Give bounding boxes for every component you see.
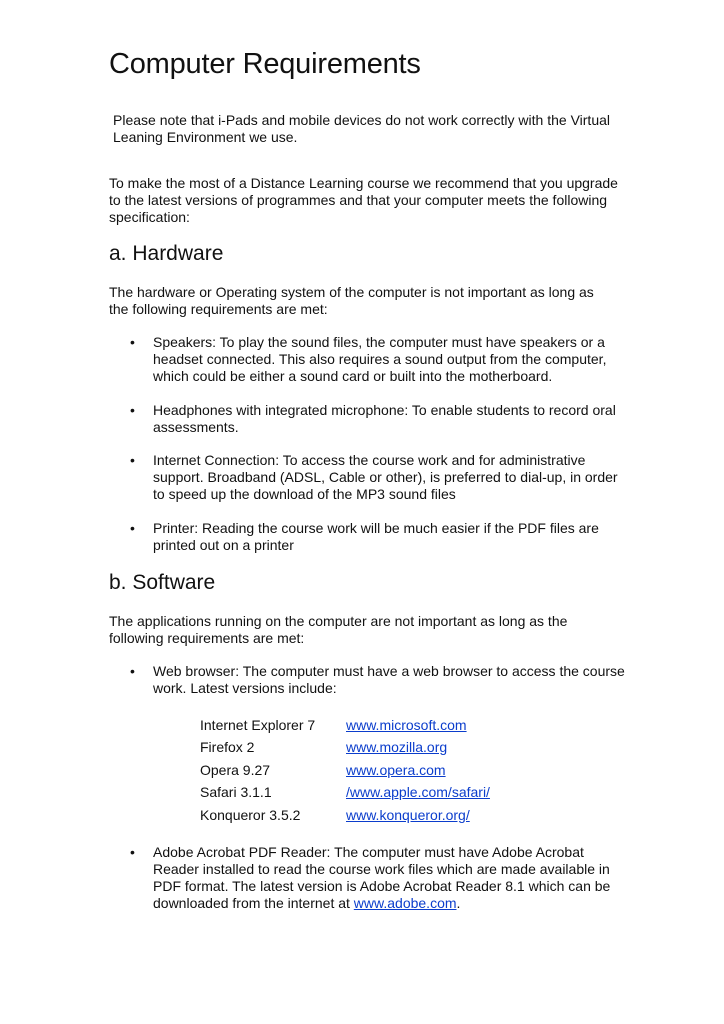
adobe-link[interactable]: www.adobe.com [353, 895, 457, 911]
list-item-text [153, 844, 629, 912]
browser-name: Opera 9.27 [200, 762, 271, 778]
list-item-internet [109, 452, 629, 503]
browser-link[interactable]: www.opera.com [346, 762, 446, 778]
bullet-icon: • [130, 334, 135, 350]
acrobat-text: Adobe Acrobat PDF Reader: The computer must have Adobe Acrobat Reader installed to read the course work files which are made available in PDF format. The latest version is Adobe Acrobat Reader 8.1 which can be downloaded from the internet at [153, 844, 611, 911]
bullet-icon: • [130, 402, 135, 418]
acrobat-end: . [456, 895, 461, 911]
list-item-text: Headphones with integrated microphone: To enable students to record oral assessments. [153, 402, 616, 435]
bullet-icon: • [130, 663, 135, 679]
list-item-headphones [109, 402, 629, 436]
list-item-speakers [109, 334, 629, 385]
list-item-text: Speakers: To play the sound files, the computer must have speakers or a headset connected. This also requires a sound output from the computer, which could be either a sound card or built into the motherboard. [153, 334, 607, 384]
intro-paragraph: To make the most of a Distance Learning course we recommend that you upgrade to the latest versions of programmes and that your computer meets the following specification: [109, 175, 618, 225]
browser-name: Internet Explorer 7 [200, 717, 316, 733]
page-title: Computer Requirements [109, 48, 421, 80]
list-item-text: Printer: Reading the course work will be much easier if the PDF files are printed out on a printer [153, 520, 599, 553]
bullet-icon: • [130, 452, 135, 468]
browser-name: Safari 3.1.1 [200, 784, 272, 800]
software-intro: The applications running on the computer are not important as long as the following requirements are met: [109, 613, 568, 646]
bullet-icon: • [130, 844, 135, 860]
browser-link[interactable]: www.konqueror.org/ [346, 807, 470, 823]
browser-link[interactable]: www.mozilla.org [346, 739, 448, 755]
list-item-acrobat [109, 844, 629, 912]
list-item-web-browser [109, 663, 629, 697]
browser-name: Firefox 2 [200, 739, 255, 755]
browser-link[interactable]: www.microsoft.com [346, 717, 467, 733]
bullet-icon: • [130, 520, 135, 536]
list-item-text: Web browser: The computer must have a web browser to access the course work. Latest versions include: [153, 663, 625, 696]
list-item-text: Internet Connection: To access the course work and for administrative support. Broadband (ADSL, Cable or other), is preferred to dial-up, in order to speed up the download of the MP3 sound files [153, 452, 618, 502]
browser-name: Konqueror 3.5.2 [200, 807, 301, 823]
hardware-intro: The hardware or Operating system of the computer is not important as long as the following requirements are met: [109, 284, 594, 317]
browser-link[interactable]: /www.apple.com/safari/ [346, 784, 490, 800]
list-item-printer [109, 520, 629, 554]
hardware-heading: a. Hardware [109, 242, 224, 265]
intro-note: Please note that i-Pads and mobile devices do not work correctly with the Virtual Leaning Environment we use. [113, 112, 610, 145]
software-heading: b. Software [109, 571, 216, 594]
